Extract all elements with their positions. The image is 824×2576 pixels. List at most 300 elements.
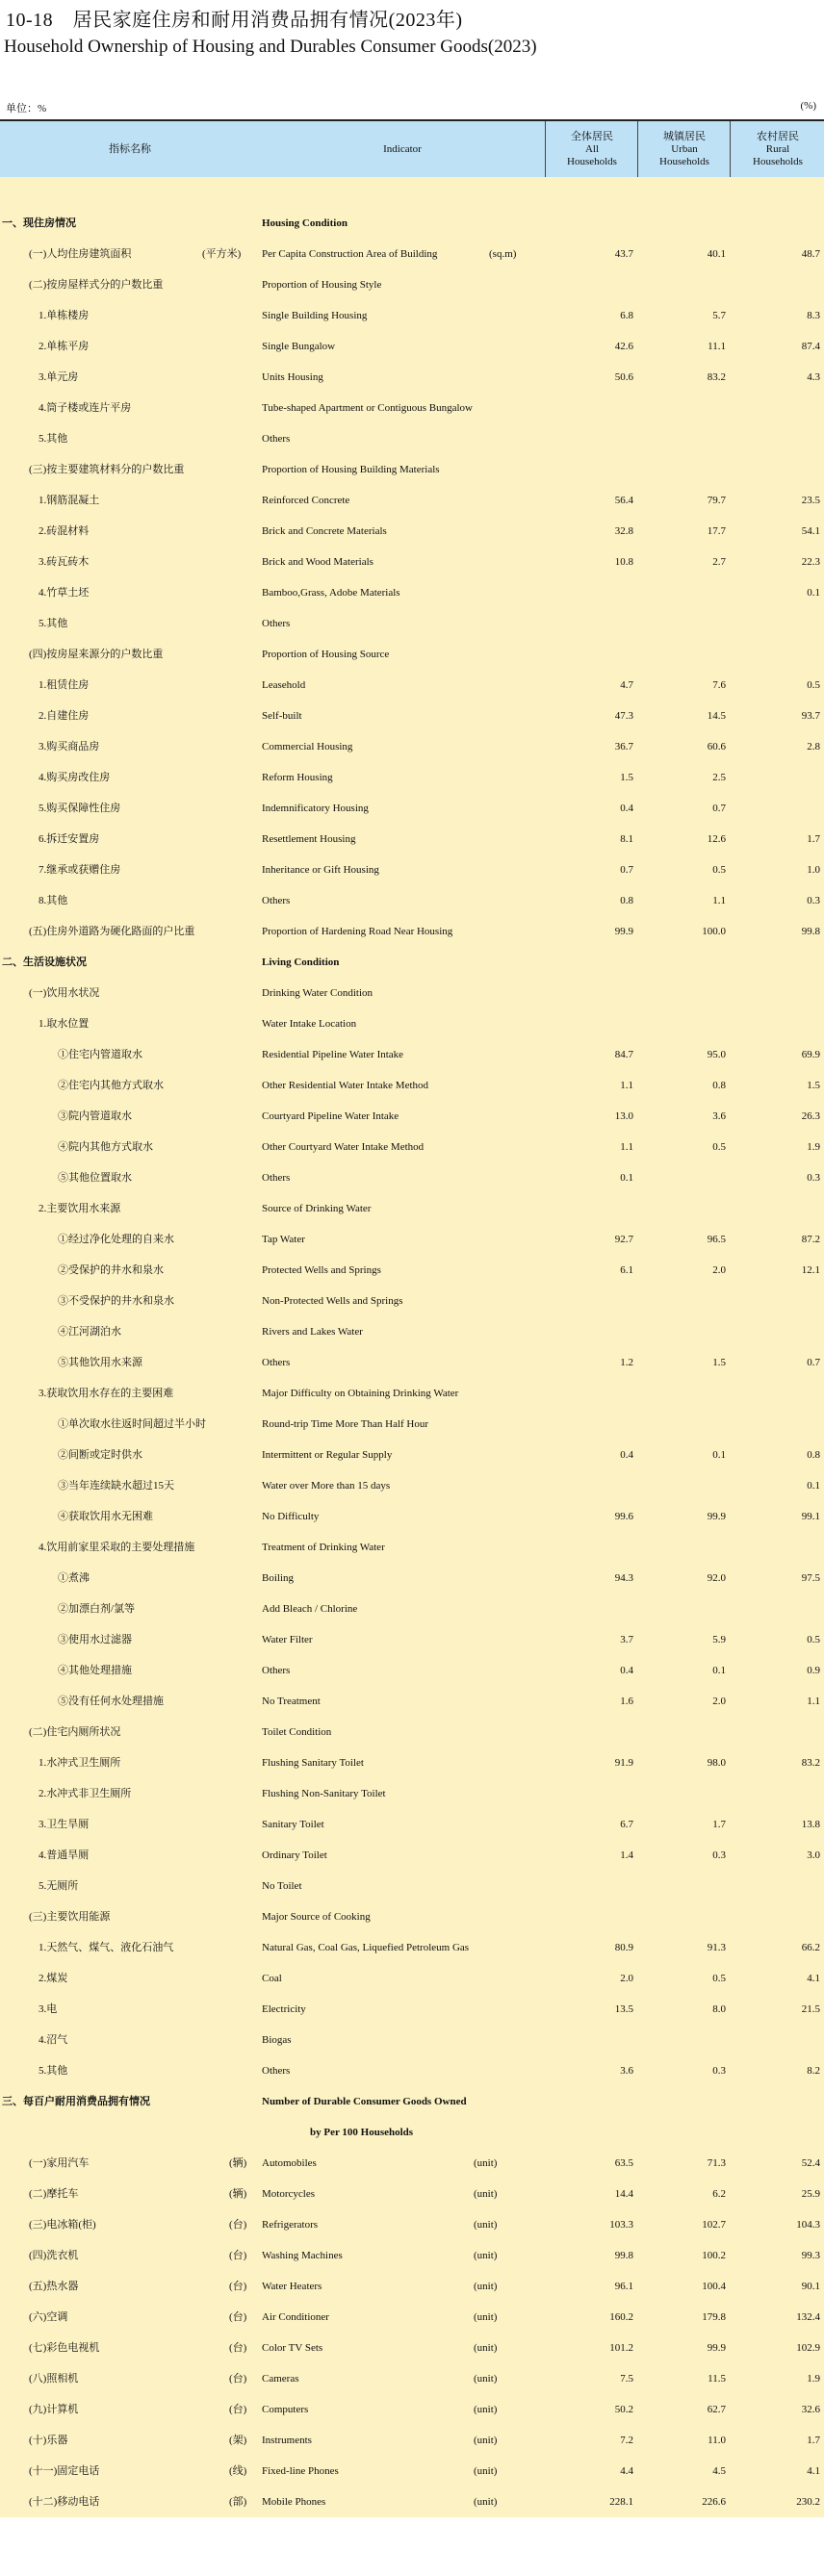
value-all — [545, 1286, 633, 1316]
row-indicator-en: Toilet Condition — [262, 1726, 332, 1738]
value-all: 160.2 — [609, 2311, 633, 2323]
row-indicator-en: Proportion of Housing Style — [262, 279, 382, 291]
value-urban — [637, 208, 726, 239]
value-urban — [637, 1470, 726, 1501]
value-rural: 1.9 — [807, 1141, 820, 1153]
table-row — [0, 1193, 824, 1224]
value-rural: 93.7 — [801, 710, 820, 722]
value-rural — [730, 1871, 820, 1901]
value-rural — [730, 177, 820, 208]
row-name-cn: (一)家用汽车 — [29, 2157, 90, 2169]
row-name-cn: (十一)固定电话 — [29, 2465, 100, 2477]
table-row — [0, 1747, 824, 1778]
row-indicator-en: Proportion of Housing Source — [262, 649, 390, 660]
table-row — [0, 2209, 824, 2240]
value-urban: 0.3 — [712, 1849, 726, 1861]
table-row — [0, 2055, 824, 2086]
value-urban: 17.7 — [707, 525, 726, 537]
value-all: 13.5 — [614, 2003, 633, 2015]
table-row — [0, 2425, 824, 2456]
header-all-en1: All — [584, 142, 600, 155]
row-name-cn: 1.水冲式卫生厕所 — [39, 1757, 121, 1769]
value-rural — [730, 1316, 820, 1347]
value-rural: 1.1 — [807, 1696, 820, 1707]
row-name-cn: ③不受保护的井水和泉水 — [58, 1295, 174, 1307]
value-urban: 99.9 — [707, 2342, 726, 2354]
value-urban: 0.7 — [712, 803, 726, 814]
value-urban: 2.0 — [712, 1264, 726, 1276]
row-indicator-en: Resettlement Housing — [262, 833, 356, 845]
row-indicator-en: Tap Water — [262, 1234, 305, 1245]
header-all-cn: 全体居民 — [570, 130, 613, 142]
table-row — [0, 1809, 824, 1840]
value-urban: 8.0 — [712, 2003, 726, 2015]
value-urban — [637, 1717, 726, 1747]
row-name-cn: (五)住房外道路为硬化路面的户比重 — [29, 926, 195, 937]
table-row — [0, 177, 824, 208]
table-row — [0, 1070, 824, 1101]
table-row — [0, 1132, 824, 1162]
table-row — [0, 854, 824, 885]
value-rural: 4.1 — [807, 2465, 820, 2477]
row-indicator-en: Others — [262, 433, 291, 445]
value-rural: 21.5 — [801, 2003, 820, 2015]
row-name-cn: ④其他处理措施 — [58, 1665, 132, 1676]
table-row — [0, 2394, 824, 2425]
row-name-cn: 6.拆迁安置房 — [39, 833, 100, 845]
row-indicator-en: Drinking Water Condition — [262, 987, 373, 999]
row-name-cn: ①单次取水往返时间超过半小时 — [58, 1418, 206, 1430]
row-unit-cn: (台) — [229, 2219, 247, 2231]
value-all: 99.8 — [614, 2250, 633, 2261]
value-urban: 98.0 — [707, 1757, 726, 1769]
row-name-cn: (八)照相机 — [29, 2373, 79, 2385]
value-all: 32.8 — [614, 525, 633, 537]
value-all: 1.2 — [620, 1357, 633, 1368]
value-urban — [637, 1316, 726, 1347]
row-indicator-en: Add Bleach / Chlorine — [262, 1603, 358, 1615]
row-name-cn: (五)热水器 — [29, 2281, 79, 2292]
row-unit-cn: (平方米) — [202, 248, 242, 260]
row-name-cn: 2.自建住房 — [39, 710, 90, 722]
value-rural — [730, 1594, 820, 1624]
row-unit-en: (unit) — [474, 2342, 498, 2354]
row-unit-en: (unit) — [474, 2219, 498, 2231]
row-indicator-en: Others — [262, 1172, 291, 1184]
row-name-cn: (二)按房屋样式分的户数比重 — [29, 279, 164, 291]
row-indicator-en: Reinforced Concrete — [262, 495, 350, 506]
value-rural: 3.0 — [807, 1849, 820, 1861]
row-name-cn: ④江河湖泊水 — [58, 1326, 121, 1338]
header-name-label: 指标名称 — [109, 142, 151, 155]
table-row — [0, 2117, 824, 2148]
table-body — [0, 177, 824, 2517]
value-rural: 1.7 — [807, 833, 820, 845]
row-indicator-en: Others — [262, 1357, 291, 1368]
row-name-cn: 4.饮用前家里采取的主要处理措施 — [39, 1542, 195, 1553]
row-name-cn: (四)按房屋来源分的户数比重 — [29, 649, 164, 660]
value-urban — [637, 1778, 726, 1809]
row-name-cn: 3.电 — [39, 2003, 58, 2015]
value-all: 99.9 — [614, 926, 633, 937]
row-indicator-en: Round-trip Time More Than Half Hour — [262, 1418, 429, 1430]
row-unit-en: (unit) — [474, 2250, 498, 2261]
value-rural — [730, 1193, 820, 1224]
value-urban: 11.0 — [708, 2435, 726, 2446]
value-all: 8.1 — [620, 833, 633, 845]
value-urban: 4.5 — [712, 2465, 726, 2477]
table-row — [0, 1039, 824, 1070]
header-rural-cn: 农村居民 — [756, 130, 799, 142]
value-all: 14.4 — [614, 2188, 633, 2200]
value-all: 101.2 — [609, 2342, 633, 2354]
value-rural: 2.8 — [807, 741, 820, 752]
row-name-cn: 2.主要饮用水来源 — [39, 1203, 121, 1214]
value-urban: 83.2 — [707, 371, 726, 383]
row-name-cn: 7.继承或获赠住房 — [39, 864, 121, 876]
row-name-cn: (十)乐器 — [29, 2435, 68, 2446]
value-urban — [637, 2025, 726, 2055]
row-name-cn: 1.取水位置 — [39, 1018, 90, 1030]
row-name-cn: ①经过净化处理的自来水 — [58, 1234, 174, 1245]
value-all — [545, 1594, 633, 1624]
value-urban — [637, 1162, 726, 1193]
table-row — [0, 2179, 824, 2209]
value-all: 10.8 — [614, 556, 633, 568]
table-row — [0, 1008, 824, 1039]
value-all: 99.6 — [614, 1511, 633, 1522]
row-indicator-en: Non-Protected Wells and Springs — [262, 1295, 403, 1307]
value-all: 6.7 — [620, 1819, 633, 1830]
table-row — [0, 731, 824, 762]
row-indicator-en: Fixed-line Phones — [262, 2465, 339, 2477]
table-row — [0, 1224, 824, 1255]
row-name-cn: 3.卫生旱厕 — [39, 1819, 90, 1830]
row-name-cn: ②间断或定时供水 — [58, 1449, 142, 1461]
value-all: 0.7 — [620, 864, 633, 876]
row-indicator-en: Brick and Concrete Materials — [262, 525, 387, 537]
value-urban — [637, 1193, 726, 1224]
value-rural: 0.9 — [807, 1665, 820, 1676]
value-rural: 87.4 — [801, 341, 820, 352]
row-unit-cn: (台) — [229, 2373, 247, 2385]
row-indicator-en: Others — [262, 618, 291, 629]
table-row — [0, 1778, 824, 1809]
table-row — [0, 2363, 824, 2394]
row-indicator-en: Tube-shaped Apartment or Contiguous Bungalow — [262, 402, 473, 414]
value-all: 0.4 — [620, 1665, 633, 1676]
value-urban — [637, 947, 726, 978]
row-name-cn: ⑤其他位置取水 — [58, 1172, 132, 1184]
table-row — [0, 1994, 824, 2025]
value-rural: 0.5 — [807, 679, 820, 691]
value-urban: 62.7 — [707, 2404, 726, 2415]
value-urban: 71.3 — [707, 2157, 726, 2169]
value-rural: 4.3 — [807, 371, 820, 383]
value-rural: 83.2 — [801, 1757, 820, 1769]
row-indicator-en: Number of Durable Consumer Goods Owned — [262, 2096, 467, 2107]
value-urban — [637, 608, 726, 639]
page-title-en: Household Ownership of Housing and Durables Consumer Goods(2023) — [4, 37, 537, 57]
header-rural-en1: Rural — [765, 142, 790, 155]
row-unit-en: (unit) — [474, 2496, 498, 2508]
value-all — [545, 639, 633, 670]
value-rural: 26.3 — [801, 1110, 820, 1122]
value-urban: 0.5 — [712, 1141, 726, 1153]
value-rural — [730, 608, 820, 639]
value-all: 50.2 — [614, 2404, 633, 2415]
row-indicator-en: Others — [262, 1665, 291, 1676]
table-row — [0, 670, 824, 701]
value-all: 4.4 — [620, 2465, 633, 2477]
value-all — [545, 1316, 633, 1347]
value-rural: 0.5 — [807, 1634, 820, 1645]
row-name-cn: 2.水冲式非卫生厕所 — [39, 1788, 132, 1799]
header-name — [0, 121, 260, 177]
value-rural — [730, 762, 820, 793]
table-row — [0, 978, 824, 1008]
value-rural: 0.3 — [807, 895, 820, 906]
table-row — [0, 1101, 824, 1132]
value-rural: 8.3 — [807, 310, 820, 321]
unit-label-right: (%) — [800, 100, 816, 112]
row-indicator-en: Sanitary Toilet — [262, 1819, 324, 1830]
value-rural: 1.0 — [807, 864, 820, 876]
value-urban — [637, 423, 726, 454]
row-name-cn: 5.购买保障性住房 — [39, 803, 121, 814]
value-rural: 48.7 — [801, 248, 820, 260]
row-indicator-en: No Difficulty — [262, 1511, 320, 1522]
row-name-cn: 1.钢筋混凝土 — [39, 495, 100, 506]
row-indicator-en: Rivers and Lakes Water — [262, 1326, 363, 1338]
row-indicator-en: Automobiles — [262, 2157, 317, 2169]
value-all — [545, 577, 633, 608]
row-indicator-en: Biogas — [262, 2034, 292, 2046]
table-row — [0, 1717, 824, 1747]
value-all: 7.2 — [620, 2435, 633, 2446]
value-urban: 0.1 — [712, 1665, 726, 1676]
row-name-cn: (四)洗衣机 — [29, 2250, 79, 2261]
value-all — [545, 1193, 633, 1224]
table-row — [0, 1378, 824, 1409]
value-rural: 99.3 — [801, 2250, 820, 2261]
row-unit-en: (unit) — [474, 2281, 498, 2292]
value-rural — [730, 1532, 820, 1563]
value-urban — [637, 393, 726, 423]
row-name-cn: 4.竹草土坯 — [39, 587, 90, 599]
value-urban: 11.1 — [708, 341, 726, 352]
row-unit-cn: (辆) — [229, 2188, 247, 2200]
value-all: 2.0 — [620, 1973, 633, 1984]
row-indicator-en: Water over More than 15 days — [262, 1480, 391, 1492]
header-indicator-label: Indicator — [383, 142, 422, 155]
table-row — [0, 2025, 824, 2055]
value-urban — [637, 639, 726, 670]
header-all — [545, 121, 638, 177]
table-row — [0, 824, 824, 854]
table-row — [0, 1963, 824, 1994]
value-all: 96.1 — [614, 2281, 633, 2292]
value-all — [545, 393, 633, 423]
row-unit-en: (unit) — [474, 2404, 498, 2415]
row-indicator-en: Bamboo,Grass, Adobe Materials — [262, 587, 400, 599]
value-all: 47.3 — [614, 710, 633, 722]
value-rural — [730, 1717, 820, 1747]
row-name-cn: 2.煤炭 — [39, 1973, 68, 1984]
row-unit-en: (unit) — [474, 2188, 498, 2200]
value-rural: 0.8 — [807, 1449, 820, 1461]
row-indicator-en: Water Filter — [262, 1634, 313, 1645]
value-urban: 6.2 — [712, 2188, 726, 2200]
row-indicator-en: Ordinary Toilet — [262, 1849, 327, 1861]
table-row — [0, 916, 824, 947]
value-rural: 23.5 — [801, 495, 820, 506]
row-indicator-en: Flushing Sanitary Toilet — [262, 1757, 364, 1769]
row-name-cn: 5.其他 — [39, 618, 68, 629]
value-urban: 100.2 — [702, 2250, 726, 2261]
value-urban: 2.0 — [712, 1696, 726, 1707]
row-indicator-en: Proportion of Hardening Road Near Housing — [262, 926, 453, 937]
table-row — [0, 1440, 824, 1470]
header-all-en2: Households — [567, 155, 617, 167]
row-indicator-en: No Toilet — [262, 1880, 302, 1892]
value-all — [545, 978, 633, 1008]
row-indicator-en: Boiling — [262, 1572, 295, 1584]
value-rural: 66.2 — [801, 1942, 820, 1953]
row-indicator-en: Major Source of Cooking — [262, 1911, 371, 1923]
value-all: 0.4 — [620, 803, 633, 814]
value-urban: 79.7 — [707, 495, 726, 506]
value-all: 63.5 — [614, 2157, 633, 2169]
table-row — [0, 1501, 824, 1532]
table-row — [0, 2148, 824, 2179]
table-row — [0, 1901, 824, 1932]
value-rural: 0.1 — [807, 587, 820, 599]
value-rural: 132.4 — [796, 2311, 820, 2323]
value-urban: 1.1 — [712, 895, 726, 906]
value-all: 1.1 — [620, 1141, 633, 1153]
data-table — [0, 119, 824, 2508]
row-name-cn: 4.沼气 — [39, 2034, 68, 2046]
value-rural — [730, 393, 820, 423]
value-urban: 7.6 — [712, 679, 726, 691]
value-all: 0.1 — [620, 1172, 633, 1184]
header-urban-cn: 城镇居民 — [662, 130, 706, 142]
value-urban: 92.0 — [707, 1572, 726, 1584]
table-row — [0, 362, 824, 393]
row-name-cn: (三)主要饮用能源 — [29, 1911, 111, 1923]
row-indicator-en: Housing Condition — [262, 217, 348, 229]
row-name-cn: ⑤其他饮用水来源 — [58, 1357, 142, 1368]
value-all: 80.9 — [614, 1942, 633, 1953]
value-urban: 95.0 — [707, 1049, 726, 1060]
value-rural — [730, 1378, 820, 1409]
row-indicator-en: Commercial Housing — [262, 741, 353, 752]
table-row — [0, 577, 824, 608]
header-urban-en1: Urban — [671, 142, 698, 155]
value-all — [545, 1470, 633, 1501]
value-urban — [637, 1532, 726, 1563]
value-all: 56.4 — [614, 495, 633, 506]
table-row — [0, 701, 824, 731]
value-rural: 99.8 — [801, 926, 820, 937]
table-row — [0, 1316, 824, 1347]
value-all: 1.1 — [620, 1080, 633, 1091]
table-row — [0, 516, 824, 547]
value-rural: 0.3 — [807, 1172, 820, 1184]
value-rural — [730, 208, 820, 239]
row-name-cn: (三)电冰箱(柜) — [29, 2219, 96, 2231]
row-name-cn: 4.购买房改住房 — [39, 772, 111, 783]
row-indicator-en: Single Bungalow — [262, 341, 336, 352]
row-name-cn: 3.砖瓦砖木 — [39, 556, 90, 568]
row-unit-en: (unit) — [474, 2435, 498, 2446]
value-all: 42.6 — [614, 341, 633, 352]
row-name-cn: ②受保护的井水和泉水 — [58, 1264, 164, 1276]
row-indicator-en: by Per 100 Households — [310, 2127, 414, 2138]
row-indicator-en: Source of Drinking Water — [262, 1203, 372, 1214]
value-urban — [637, 1008, 726, 1039]
header-indicator — [260, 121, 545, 177]
table-row — [0, 1532, 824, 1563]
row-name-cn: ③当年连续缺水超过15天 — [58, 1480, 174, 1492]
table-row — [0, 2333, 824, 2363]
value-rural: 0.1 — [807, 1480, 820, 1492]
row-name-cn: 1.天然气、煤气、液化石油气 — [39, 1942, 174, 1953]
value-rural: 104.3 — [796, 2219, 820, 2231]
value-urban — [637, 1378, 726, 1409]
row-name-cn: ④获取饮用水无困难 — [58, 1511, 153, 1522]
table-row — [0, 331, 824, 362]
value-urban: 5.9 — [712, 1634, 726, 1645]
table-row — [0, 2302, 824, 2333]
table-row — [0, 608, 824, 639]
value-all — [545, 1532, 633, 1563]
value-rural: 102.9 — [796, 2342, 820, 2354]
value-rural: 1.5 — [807, 1080, 820, 1091]
table-row — [0, 2456, 824, 2487]
value-urban: 40.1 — [707, 248, 726, 260]
value-urban: 1.7 — [712, 1819, 726, 1830]
table-row — [0, 793, 824, 824]
table-row — [0, 1470, 824, 1501]
row-unit-en: (unit) — [474, 2465, 498, 2477]
value-urban — [637, 177, 726, 208]
row-name-cn: 2.单栋平房 — [39, 341, 90, 352]
value-rural — [730, 1901, 820, 1932]
row-name-cn: ④院内其他方式取水 — [58, 1141, 153, 1153]
row-name-cn: ②住宅内其他方式取水 — [58, 1080, 164, 1091]
table-row — [0, 269, 824, 300]
table-row — [0, 1686, 824, 1717]
value-urban — [637, 1901, 726, 1932]
value-all: 7.5 — [620, 2373, 633, 2385]
value-rural — [730, 1008, 820, 1039]
value-urban: 96.5 — [707, 1234, 726, 1245]
row-unit-cn: (台) — [229, 2250, 247, 2261]
table-row — [0, 1840, 824, 1871]
row-name-cn: (十二)移动电话 — [29, 2496, 100, 2508]
header-rural-en2: Households — [753, 155, 803, 167]
header-rural — [730, 121, 824, 177]
value-all — [545, 177, 633, 208]
value-all: 1.4 — [620, 1849, 633, 1861]
value-all — [545, 269, 633, 300]
row-unit-en: (unit) — [474, 2157, 498, 2169]
table-row — [0, 1255, 824, 1286]
value-rural: 22.3 — [801, 556, 820, 568]
row-name-cn: 3.获取饮用水存在的主要困难 — [39, 1388, 174, 1399]
